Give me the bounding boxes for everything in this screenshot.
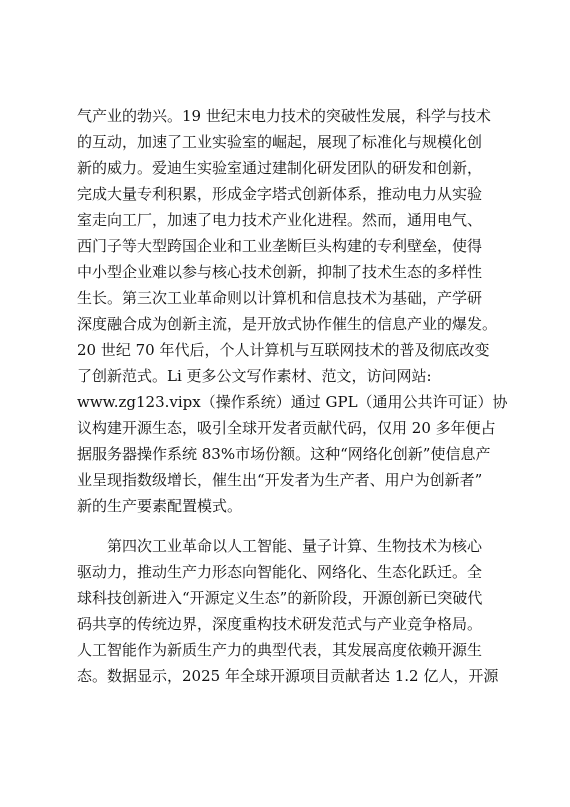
paragraph-1-line-5: 室走向工厂，加速了电力技术产业化进程。然而，通用电气、 — [77, 211, 483, 229]
paragraph-1-line-3: 新的威力。爱迪生实验室通过建制化研发团队的研发和创新， — [77, 159, 483, 177]
paragraph-1-line-9: 深度融合成为创新主流，是开放式协作催生的信息产业的爆发。 — [77, 315, 498, 333]
paragraph-1-line-12: www.zg123.vipx（操作系统）通过 GPL（通用公共许可证）协 — [77, 393, 508, 411]
paragraph-1-line-15: 业呈现指数级增长，催生出“开发者为生产者、用户为创新者” — [77, 471, 483, 489]
paragraph-1-line-1: 气产业的勃兴。19 世纪末电力技术的突破性发展，科学与技术 — [77, 107, 491, 125]
paragraph-2-line-5: 人工智能作为新质生产力的典型代表，其发展高度依赖开源生 — [77, 641, 483, 659]
paragraph-2-line-1: 第四次工业革命以人工智能、量子计算、生物技术为核心 — [107, 537, 483, 555]
paragraph-2-line-2: 驱动力，推动生产力形态向智能化、网络化、生态化跃迁。全 — [77, 563, 483, 581]
paragraph-1-line-6: 西门子等大型跨国企业和工业垄断巨头构建的专利壁垒，使得 — [77, 237, 483, 255]
paragraph-1-line-16: 新的生产要素配置模式。 — [77, 497, 243, 515]
paragraph-1-line-2: 的互动，加速了工业实验室的崛起，展现了标准化与规模化创 — [77, 133, 483, 151]
paragraph-1-line-8: 生长。第三次工业革命则以计算机和信息技术为基础，产学研 — [77, 289, 483, 307]
paragraph-2-line-6: 态。数据显示，2025 年全球开源项目贡献者达 1.2 亿人，开源 — [77, 667, 499, 685]
body-text — [77, 103, 508, 703]
paragraph-1-line-13: 议构建开源生态，吸引全球开发者贡献代码，仅用 20 多年便占 — [77, 419, 496, 437]
paragraph-1-line-11: 了创新范式。Li 更多公文写作素材、范文，访问网站: — [77, 367, 432, 385]
paragraph-2-line-4: 码共享的传统边界，深度重构技术研发范式与产业竞争格局。 — [77, 615, 483, 633]
paragraph-2-line-3: 球科技创新进入“开源定义生态”的新阶段，开源创新已突破代 — [77, 589, 483, 607]
paragraph-1-line-4: 完成大量专利积累，形成金字塔式创新体系，推动电力从实验 — [77, 185, 483, 203]
paragraph-1-line-7: 中小型企业难以参与核心技术创新，抑制了技术生态的多样性 — [77, 263, 483, 281]
paragraph-1-line-14: 据服务器操作系统 83%市场份额。这种“网络化创新”使信息产 — [77, 445, 491, 463]
paragraph-1-line-10: 20 世纪 70 年代后，个人计算机与互联网技术的普及彻底改变 — [77, 341, 490, 359]
